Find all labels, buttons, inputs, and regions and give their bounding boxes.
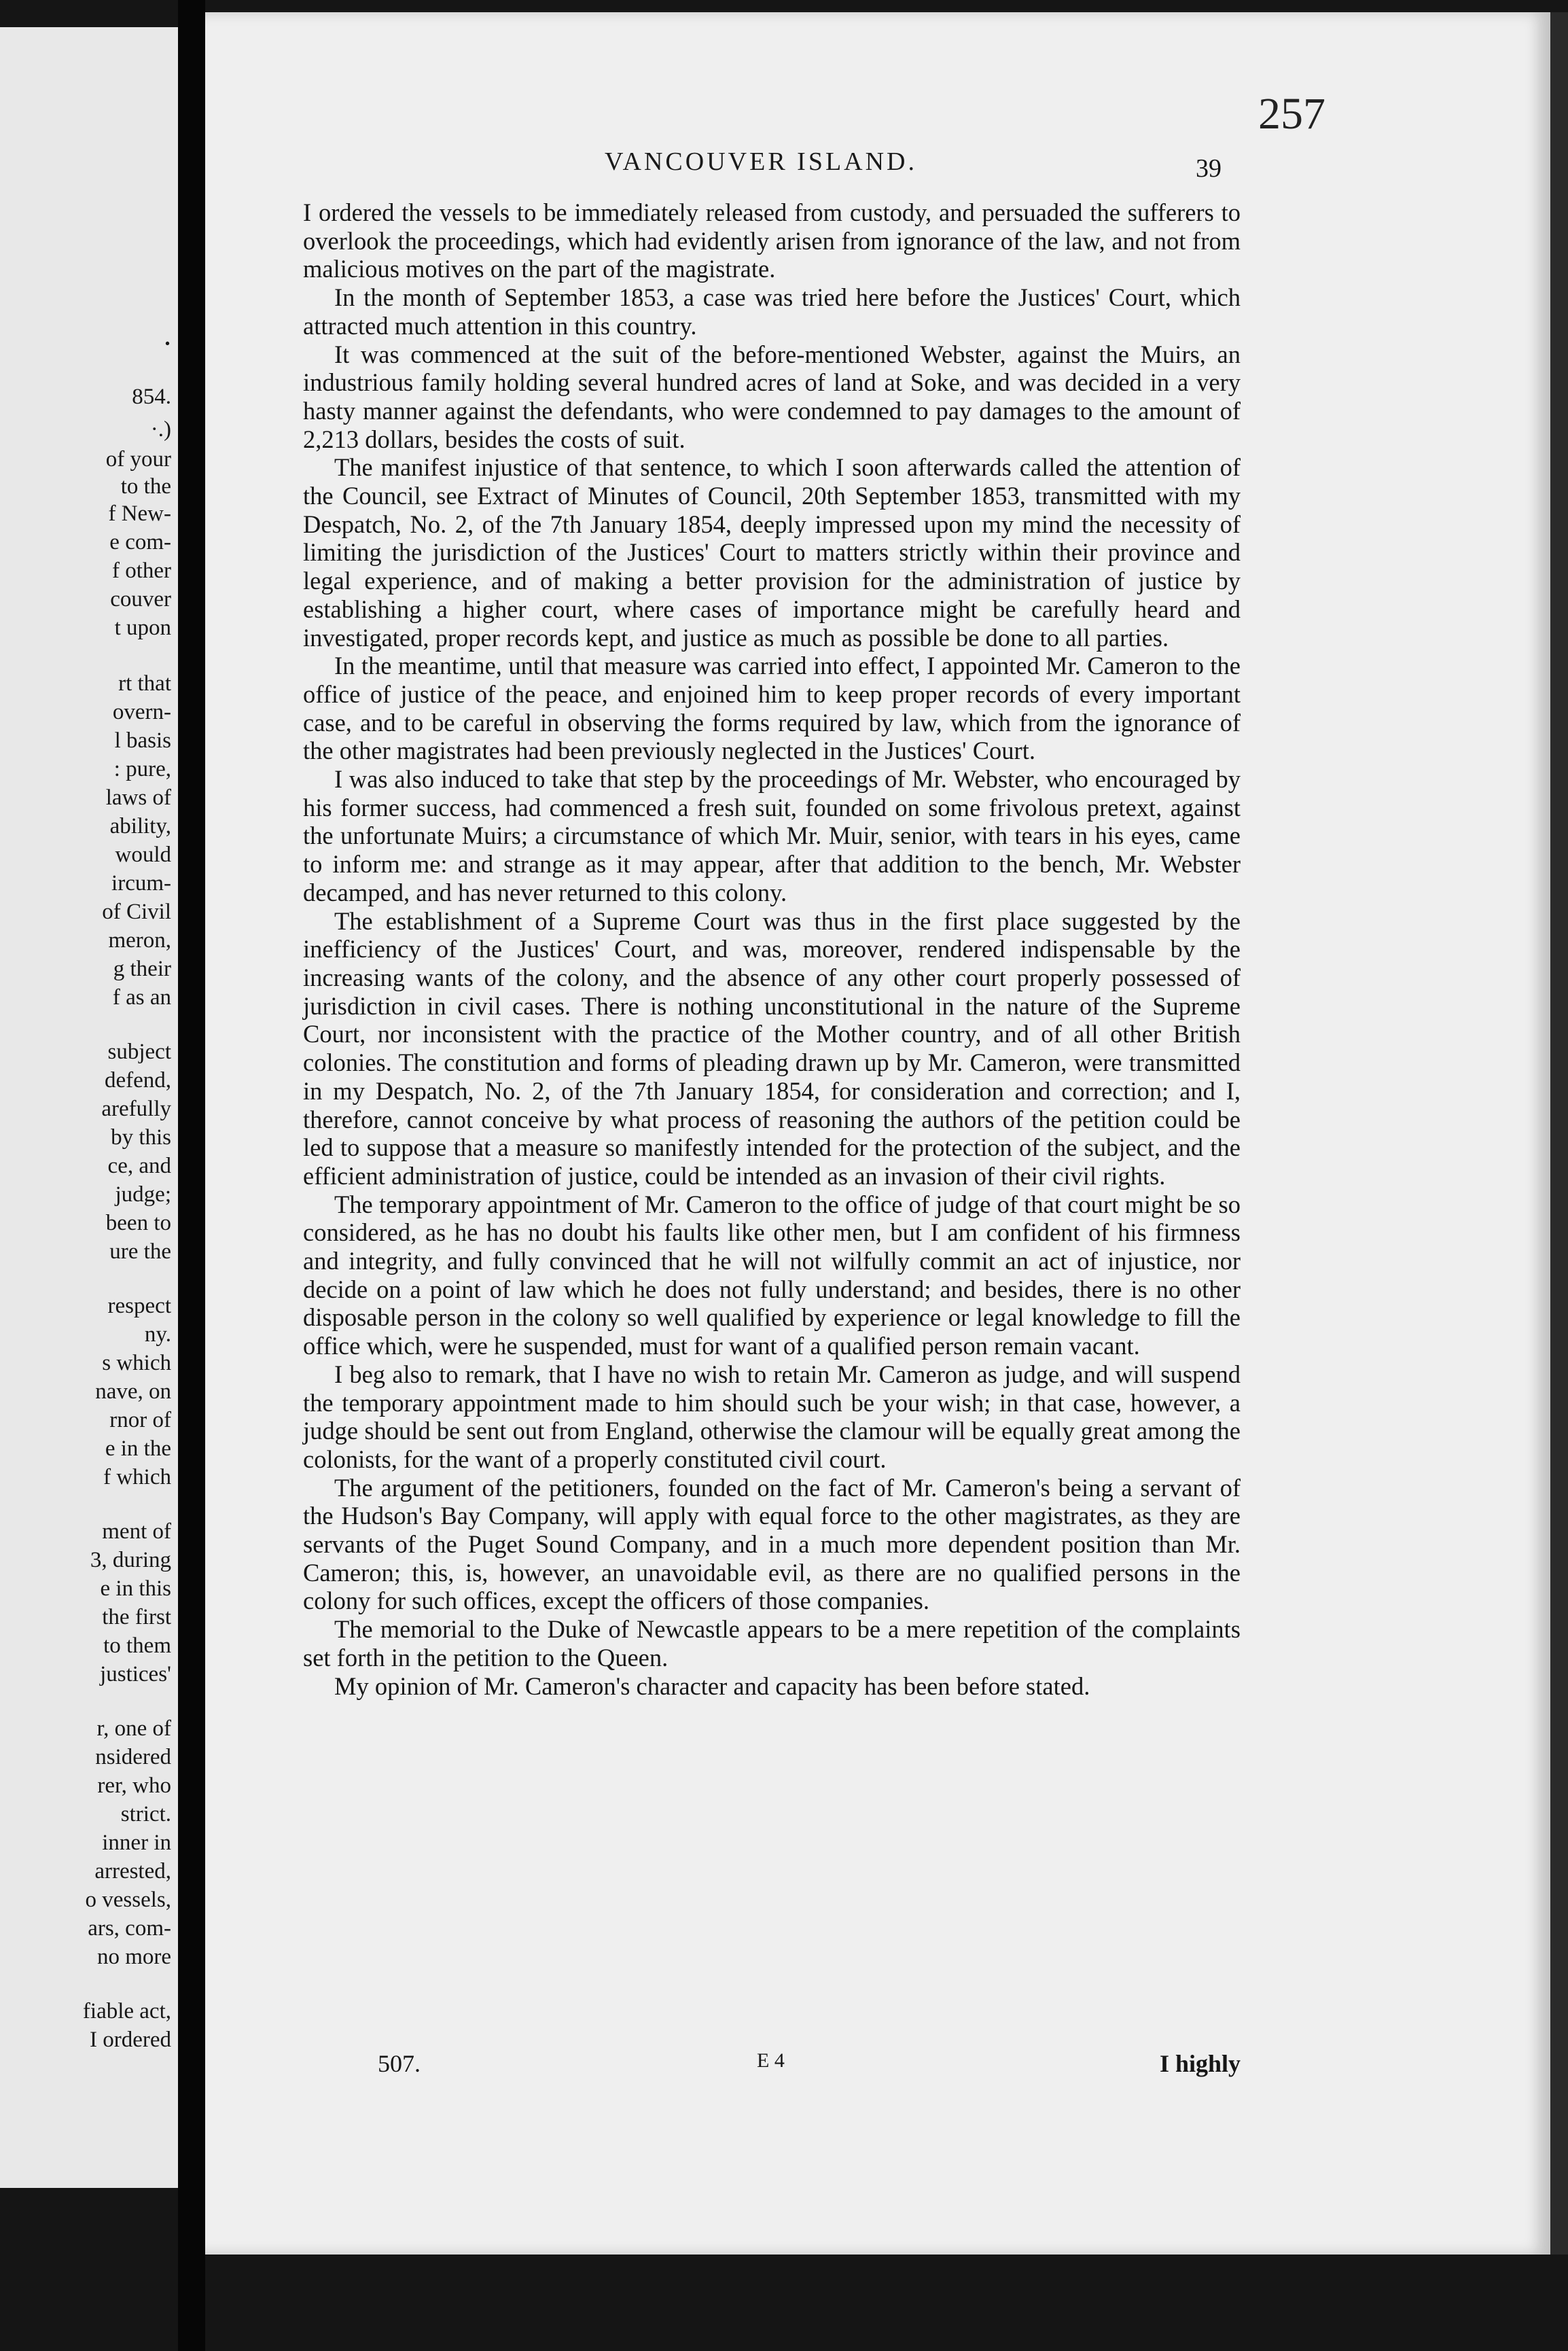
left-page-fragment: e in this bbox=[100, 1576, 171, 1601]
left-page-fragment: r, one of bbox=[96, 1716, 171, 1741]
catchword: I highly bbox=[1159, 2050, 1241, 2077]
left-page-fragment: respect bbox=[107, 1294, 171, 1318]
left-page-fragment: fiable act, bbox=[82, 1999, 171, 2023]
left-page-fragment: o vessels, bbox=[85, 1888, 171, 1912]
left-page-fragment: I ordered bbox=[89, 2028, 171, 2052]
left-page-fragment: the first bbox=[102, 1605, 171, 1629]
left-page-fragment: s which bbox=[102, 1351, 171, 1375]
paragraph: The establishment of a Supreme Court was thus in the first place suggested by the inefficiency of the Justices' Court, and was, moreover, rendered indispensable by the increasing wants of the colony, and the absence of any other court properly possessed of jurisdiction in civil cases. There is nothing unconstitutional in the nature of the Supreme Court, nor inconsistent with the practice of the Mother country, and of all other British colonies. The constitution and forms of pleading drawn up by Mr. Cameron, were transmitted in my Despatch, No. 2, of the 7th January 1854, for consideration and correction; and I, therefore, cannot conceive by what process of reasoning the authors of the petition could be led to suppose that a measure so manifestly intended for the protection of the subject, and the efficient administration of justice, could be intended as an invasion of their civil rights. bbox=[303, 906, 1241, 1190]
folio-number: 257 bbox=[1258, 89, 1325, 139]
left-page-fragment: · bbox=[163, 332, 171, 356]
left-page-fragment: ny. bbox=[144, 1322, 171, 1347]
left-page-fragment: to them bbox=[103, 1633, 171, 1658]
left-page-fragment: of your bbox=[105, 447, 171, 472]
paragraph: The argument of the petitioners, founded on the fact of Mr. Cameron's being a servant of the Hudson's Bay Company, will apply with equal force to the other magistrates, as they are servants of the Puget Sound Company, and in a much more dependent position than Mr. Cameron; this, is, however, an unavoidable evil, as there are no qualified persons in the colony for such offices, except the officers of those companies. bbox=[303, 1473, 1241, 1615]
left-page-fragment: judge; bbox=[115, 1182, 171, 1207]
left-page-fragment: e com- bbox=[109, 530, 171, 554]
left-page-fragment: laws of bbox=[105, 785, 171, 810]
page-edge bbox=[1550, 12, 1568, 2255]
page-number: 39 bbox=[1196, 154, 1222, 183]
left-page-fragment: inner in bbox=[102, 1831, 171, 1855]
left-page-fragment: l basis bbox=[114, 728, 171, 753]
left-page-fragment: rt that bbox=[118, 671, 171, 696]
left-page-fragment: justices' bbox=[100, 1662, 171, 1686]
left-page-fragment: would bbox=[115, 843, 171, 867]
previous-page-fragment bbox=[0, 27, 178, 2188]
left-page-fragment: ars, com- bbox=[88, 1916, 171, 1941]
body-text bbox=[303, 198, 1241, 1700]
left-page-fragment: couver bbox=[110, 587, 171, 612]
left-page-fragment: to the bbox=[120, 474, 171, 499]
left-page-fragment: : pure, bbox=[113, 757, 171, 781]
left-page-fragment: f New- bbox=[108, 501, 171, 526]
left-page-fragment: 3, during bbox=[90, 1548, 171, 1572]
left-page-fragment: rnor of bbox=[109, 1408, 171, 1432]
left-page-fragment: f other bbox=[111, 559, 171, 583]
left-page-fragment: t upon bbox=[114, 616, 171, 640]
left-page-fragment: no more bbox=[96, 1945, 171, 1969]
paragraph: My opinion of Mr. Cameron's character and capacity has been before stated. bbox=[334, 1672, 1090, 1700]
left-page-fragment: f which bbox=[103, 1465, 171, 1489]
left-page-fragment: strict. bbox=[120, 1802, 171, 1826]
left-page-fragment: defend, bbox=[104, 1068, 171, 1093]
paragraph: The temporary appointment of Mr. Cameron to the office of judge of that court might be so considered, as he has no doubt his faults like other men, but I am confident of his firmness and integrity, and fully convinced that he will not wilfully commit an act of injustice, nor decide on a point of law which he does not fully understand; and besides, there is no other disposable person in the colony so well qualified by experience or legal knowledge to fill the office which, were he suspended, must for want of a qualified person remain vacant. bbox=[303, 1190, 1241, 1360]
left-page-fragment: rer, who bbox=[97, 1773, 171, 1798]
paragraph: I beg also to remark, that I have no wish to retain Mr. Cameron as judge, and will suspend the temporary appointment made to him should such be your wish; in that case, however, a judge should be sent out from England, otherwise the clamour will be equally great among the colonists, for the want of a properly constituted civil court. bbox=[303, 1360, 1241, 1473]
left-page-fragment: ure the bbox=[109, 1239, 171, 1264]
paragraph: It was commenced at the suit of the before-mentioned Webster, against the Muirs, an industrious family holding several hundred acres of land at Soke, and was decided in a very hasty manner against the defendants, who were condemned to pay damages to the amount of 2,213 dollars, besides the costs of suit. bbox=[303, 340, 1241, 453]
left-page-fragment: ce, and bbox=[107, 1154, 171, 1178]
sheet-mark: E 4 bbox=[757, 2049, 785, 2072]
left-page-fragment: meron, bbox=[108, 928, 171, 953]
left-page-fragment: subject bbox=[107, 1040, 171, 1064]
left-page-fragment: been to bbox=[105, 1211, 171, 1235]
left-page-fragment: arefully bbox=[101, 1097, 171, 1121]
left-page-fragment: by this bbox=[111, 1125, 171, 1150]
left-page-fragment: nave, on bbox=[95, 1379, 171, 1404]
left-page-fragment: f as an bbox=[112, 985, 171, 1010]
left-page-fragment: ircum- bbox=[111, 871, 171, 896]
left-page-fragment: 854. bbox=[132, 385, 171, 409]
book-gutter bbox=[178, 0, 205, 2351]
left-page-fragment: arrested, bbox=[94, 1859, 171, 1884]
left-page-fragment: ment of bbox=[102, 1519, 171, 1544]
left-page-fragment: ·.) bbox=[150, 417, 171, 442]
left-page-fragment: e in the bbox=[105, 1436, 171, 1461]
page-footer bbox=[303, 2049, 1241, 2079]
left-page-fragment: overn- bbox=[112, 700, 171, 724]
paragraph: The manifest injustice of that sentence, to which I soon afterwards called the attention of the Council, see Extract of Minutes of Council, 20th September 1853, transmitted with my Despatch, No. 2, of the 7th January 1854, deeply impressed upon my mind the necessity of limiting the jurisdiction of the Justices' Court to matters strictly within their province and legal experience, and of making a better provision for the administration of justice by establishing a higher court, where cases of importance might be carefully heard and investigated, proper records kept, and justice as much as possible be done to all parties. bbox=[303, 453, 1241, 652]
left-page-fragment: g their bbox=[113, 957, 171, 981]
left-page-fragment: ability, bbox=[109, 814, 171, 838]
paragraph: I ordered the vessels to be immediately released from custody, and persuaded the sufferers to overlook the proceedings, which had evidently arisen from ignorance of the law, and not from malicious motives on the part of the magistrate. bbox=[303, 198, 1241, 283]
paragraph: In the month of September 1853, a case was tried here before the Justices' Court, wh⁠ich attracted much attention in this country. bbox=[303, 283, 1241, 340]
paragraph: I was also induced to take that step by the proceedings of Mr. Webster, who encouraged by his former success, had commenced a fresh suit, founded on some frivolous pretext, against the unfortunate Muirs; a circumstance of which Mr. Muir, senior, with tears in his eyes, came to inform me: and strange as it may appear, after that addition to the bench, Mr. Webster decamped, and has never returned to this colony. bbox=[303, 765, 1241, 906]
paragraph: The memorial to the Duke of Newcastle appears to be a mere repetition of the complaints set forth in the petition to the Queen. bbox=[303, 1615, 1241, 1672]
running-head: VANCOUVER ISLAND. bbox=[605, 147, 917, 176]
left-page-fragment: nsidered bbox=[95, 1745, 171, 1769]
signature-mark: 507. bbox=[378, 2050, 421, 2077]
left-page-fragment: of Civil bbox=[102, 900, 171, 924]
paragraph: In the meantime, until that measure was carried into effect, I appointed Mr. Cameron to the office of justice of the peace, and enjoined him to keep proper records of every important case, and to be careful in observing the forms required by law, which from the ignorance of the other magistrates had been previously neglected in the Justices' Court. bbox=[303, 652, 1241, 765]
